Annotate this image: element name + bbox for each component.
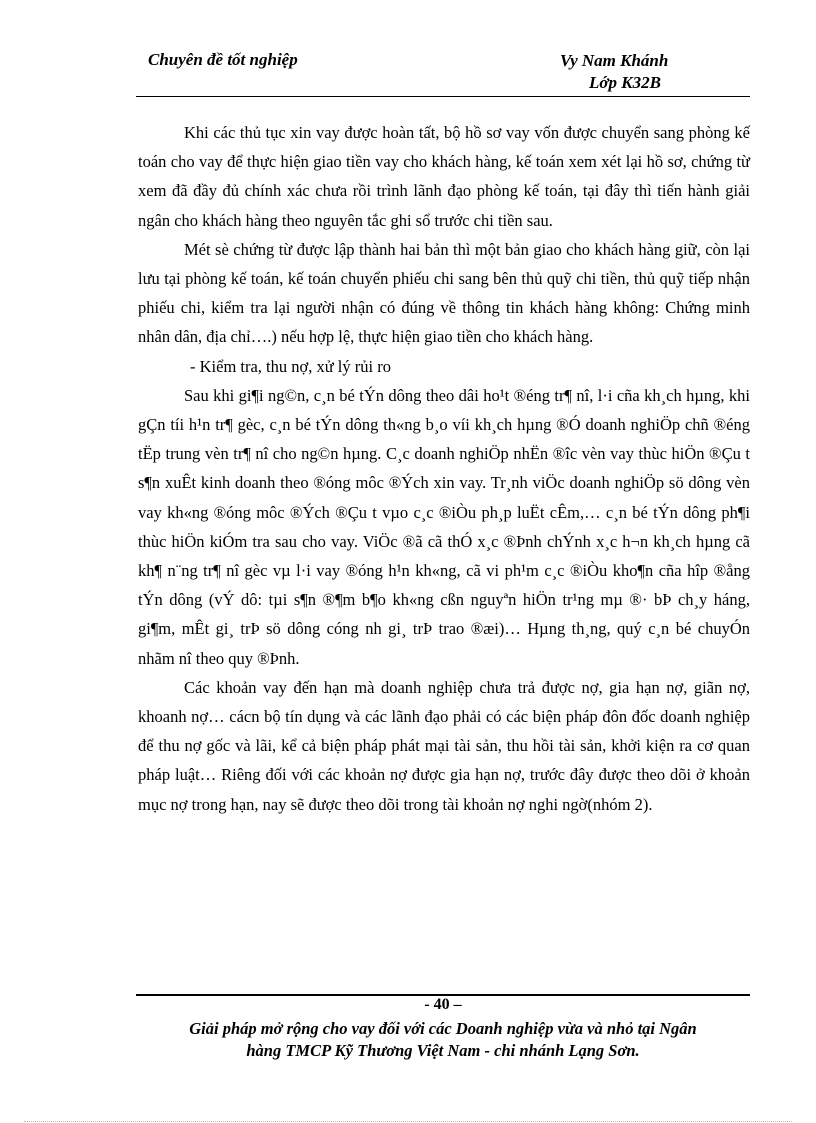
footer-title-line-1: Giải pháp mở rộng cho vay đối với các Doanh nghiệp vừa và nhỏ tại Ngân: [189, 1019, 697, 1038]
header-class: Lớp K32B: [589, 73, 661, 92]
paragraph-disbursement: Khi các thủ tục xin vay được hoàn tất, bộ hồ sơ vay vốn được chuyển sang phòng kế toán cho vay để thực hiện giao tiền vay cho khách hàng, kế toán xem xét lại hồ sơ, chứng từ xem đã đầy đủ chính xác chưa rồi trình lãnh đạo phòng kế toán, tại đây thì tiến hành giải ngân cho khách hàng theo nguyên tắc ghi sổ trước chi tiền sau.: [138, 123, 750, 230]
header-document-type: Chuyên đề tốt nghiệp: [148, 50, 298, 69]
paragraph-vouchers: Mét sè chứng từ được lập thành hai bản thì một bản giao cho khách hàng giữ, còn lại lưu tại phòng kế toán, kế toán chuyển phiếu chi sang bên thủ quỹ chi tiền, thủ quỹ tiếp nhận phiếu chi, kiểm tra lại người nhận có đúng về thông tin khách hàng không: Chứng minh nhân dân, địa chỉ….) nếu hợp lệ, thực hiện giao tiền cho khách hàng.: [138, 239, 750, 347]
footer-title-line-2: hàng TMCP Kỹ Thương Việt Nam - chi nhánh Lạng Sơn.: [246, 1041, 640, 1060]
header-author-name: Vy Nam Khánh: [560, 51, 669, 70]
header-rule: [136, 96, 750, 97]
header-author-block: [560, 50, 760, 94]
page-bottom-border: [24, 1121, 792, 1122]
footer-thesis-title: [136, 1018, 750, 1062]
paragraph-post-disbursement: Sau khi gi¶i ng©n, c¸n bé tÝn dông theo dâi ho¹t ®éng tr¶ nî, l·i cña kh¸ch hµng, khi gÇn tíi h¹n tr¶ gèc, c¸n bé tÝn dông th«ng b¸o víi kh¸ch hµng ®Ó doanh nghiÖp chñ ®éng tËp trung vèn tr¶ nî cho ng©n hµng. C¸c doanh nghiÖp nhËn ®îc vèn vay thùc hiÖn ®Çu t s¶n xuÊt kinh doanh theo ®óng môc ®Ých xin vay. Tr¸nh viÖc doanh nghiÖp sö dông vèn vay kh«ng ®óng môc ®Ých ®Çu t vµo c¸c ®iÒu ph¸p luËt cÊm,… c¸n bé tÝn dông ph¶i thùc hiÖn kiÓm tra sau cho vay. ViÖc ®ã cã thÓ x¸c ®Þnh chÝnh x¸c h¬n kh¸ch hµng cã kh¶ n¨ng tr¶ nî gèc vµ l·i vay ®óng h¹n kh«ng, cã vi ph¹m c¸c ®iÒu kho¶n cña hîp ®ång tÝn dông (vÝ dô: tµi s¶n ®¶m b¶o kh«ng cßn nguyªn hiÖn tr¹ng mµ ®· bÞ ch¸y háng, gi¶m, mÊt gi¸ trÞ sö dông cóng nh gi¸ trÞ trao ®æi)… Hµng th¸ng, quý c¸n bé chuyÓn nhãm nî theo quy ®Þnh.: [138, 385, 750, 668]
page-number: - 40 –: [424, 996, 462, 1013]
subheading-monitoring: - Kiểm tra, thu nợ, xử lý rủi ro: [190, 356, 391, 376]
body-text: [138, 118, 750, 819]
paragraph-overdue-loans: Các khoản vay đến hạn mà doanh nghiệp chưa trả được nợ, gia hạn nợ, giãn nợ, khoanh nợ… cácn bộ tín dụng và các lãnh đạo phải có các biện pháp đôn đốc doanh nghiệp để thu nợ gốc và lãi, kể cả biện pháp phát mại tài sản, thu hồi tài sản, khởi kiện ra cơ quan pháp luật… Riêng đối với các khoản nợ được gia hạn nợ, trước đây được theo dõi ở khoản mục nợ trong hạn, nay sẽ được theo dõi trong tài khoản nợ nghi ngờ(nhóm 2).: [138, 677, 750, 814]
